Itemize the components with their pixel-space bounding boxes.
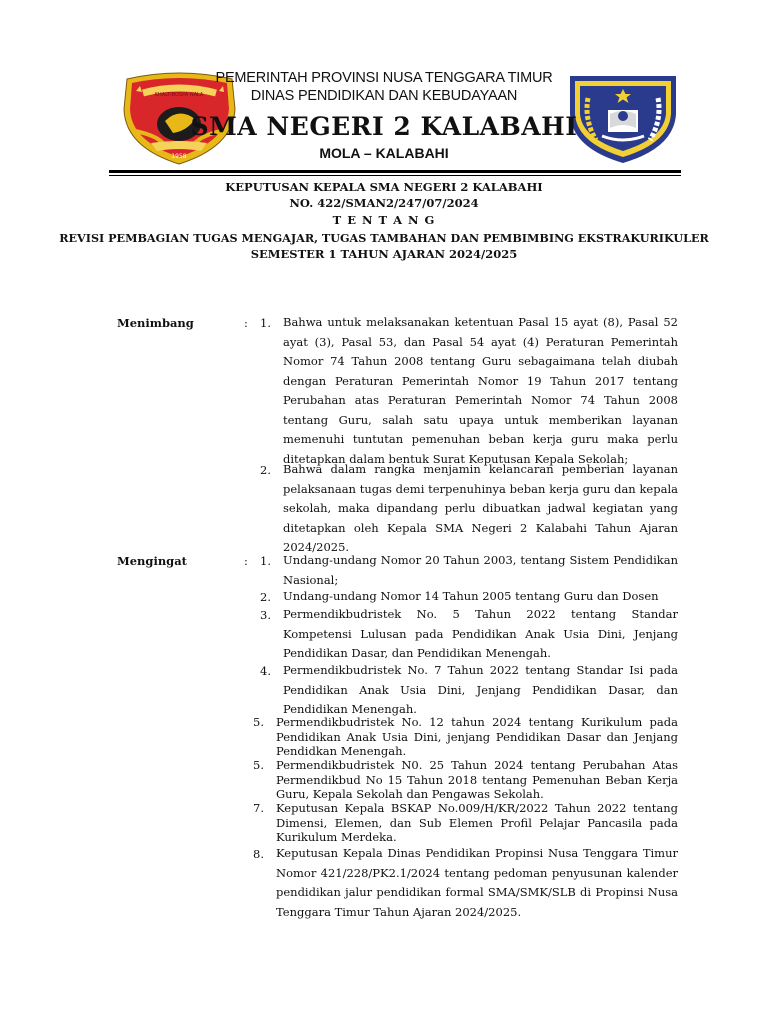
decree-number: NO. 422/SMAN2/247/07/2024 bbox=[289, 196, 479, 210]
mengingat-num: 8. bbox=[253, 847, 264, 861]
header-rule-thin bbox=[109, 175, 681, 176]
school-name: SMA NEGERI 2 KALABAHI bbox=[190, 112, 578, 141]
mengingat-colon: : bbox=[244, 554, 248, 568]
gov-line: PEMERINTAH PROVINSI NUSA TENGGARA TIMUR bbox=[215, 70, 553, 86]
agency-line: DINAS PENDIDIKAN DAN KEBUDAYAAN bbox=[250, 88, 518, 104]
menimbang-num: 1. bbox=[260, 316, 271, 330]
mengingat-item: Undang-undang Nomor 14 Tahun 2005 tentang Guru dan Dosen bbox=[283, 589, 659, 603]
menimbang-item: Bahwa untuk melaksanakan ketentuan Pasal 15 ayat (8), Pasal 52 ayat (3), Pasal 53, dan Pasal 54 ayat (4) Peraturan Pemerintah Nomor 74 Tahun 2008 tentang Guru sebagaimana telah diubah dengan Peraturan Pemerintah Nomor 19 Tahun 2017 tentang Perubahan atas Peraturan Pemerintah Nomor 74 Tahun 2008 tentang Guru, salah satu upaya untuk memberikan layanan memenuhi tuntutan pemenuhan beban kerja guru maka perlu ditetapkan dalam bentuk Surat Keputusan Kepala Sekolah; bbox=[283, 315, 678, 466]
shield-motto: KHALTIBOSPA NALA bbox=[154, 92, 204, 98]
mengingat-num: 7. bbox=[253, 801, 264, 815]
mengingat-num: 2. bbox=[260, 590, 271, 604]
mengingat-item: Permendikbudristek N0. 25 Tahun 2024 tentang Perubahan Atas Permendikbud No 15 Tahun 2018 tentang Pemenuhan Beban Kerja Guru, Kepala Sekolah dan Pengawas Sekolah. bbox=[276, 758, 678, 801]
mengingat-num: 5. bbox=[253, 758, 264, 772]
menimbang-label: Menimbang bbox=[117, 316, 194, 330]
mengingat-item: Undang-undang Nomor 20 Tahun 2003, tentang Sistem Pendidikan Nasional; bbox=[283, 553, 678, 587]
header-rule-thick bbox=[109, 170, 681, 173]
mengingat-label: Mengingat bbox=[117, 554, 187, 568]
mengingat-item: Permendikbudristek No. 7 Tahun 2022 tentang Standar Isi pada Pendidikan Anak Usia Dini, Jenjang Pendidikan Dasar, dan Pendidikan Menengah. bbox=[283, 663, 678, 716]
mengingat-num: 3. bbox=[260, 608, 271, 622]
decree-subject-2: SEMESTER 1 TAHUN AJARAN 2024/2025 bbox=[250, 247, 518, 261]
school-location: MOLA – KALABAHI bbox=[319, 145, 449, 161]
mengingat-item: Keputusan Kepala Dinas Pendidikan Propinsi Nusa Tenggara Timur Nomor 421/228/PK2.1/2024 tentang pedoman penyusunan kalender pendidikan jalur pendidikan formal SMA/SMK/SLB di Propinsi Nusa Tenggara Timur Tahun Ajaran 2024/2025. bbox=[276, 846, 678, 919]
shield-year: 1958 bbox=[171, 153, 187, 160]
tentang-heading: T E N T A N G bbox=[332, 213, 436, 227]
mengingat-item: Keputusan Kepala BSKAP No.009/H/KR/2022 Tahun 2022 tentang Dimensi, Elemen, dan Sub Elemen Profil Pelajar Pancasila pada Kurikulum Merdeka. bbox=[276, 801, 678, 844]
decree-title: KEPUTUSAN KEPALA SMA NEGERI 2 KALABAHI bbox=[225, 180, 543, 194]
menimbang-colon: : bbox=[244, 316, 248, 330]
mengingat-item: Permendikbudristek No. 5 Tahun 2022 tentang Standar Kompetensi Lulusan pada Pendidikan Anak Usia Dini, Jenjang Pendidikan Dasar, dan Pendidikan Menengah. bbox=[283, 607, 678, 660]
mengingat-num: 4. bbox=[260, 664, 271, 678]
mengingat-item: Permendikbudristek No. 12 tahun 2024 tentang Kurikulum pada Pendidikan Anak Usia Dini, jenjang Pendidikan Dasar dan Jenjang Pendidkan Menengah. bbox=[276, 715, 678, 758]
mengingat-num: 1. bbox=[260, 554, 271, 568]
menimbang-item: Bahwa dalam rangka menjamin kelancaran pemberian layanan pelaksanaan tugas demi terpenuhinya beban kerja guru dan kepala sekolah, maka dipandang perlu dibuatkan jadwal kegiatan yang ditetapkan oleh Kepala SMA Negeri 2 Kalabahi Tahun Ajaran 2024/2025. bbox=[283, 462, 678, 554]
decree-subject-1: REVISI PEMBAGIAN TUGAS MENGAJAR, TUGAS TAMBAHAN DAN PEMBIMBING EKSTRAKURIKULER bbox=[59, 231, 709, 245]
mengingat-num: 5. bbox=[253, 715, 264, 729]
menimbang-num: 2. bbox=[260, 463, 271, 477]
